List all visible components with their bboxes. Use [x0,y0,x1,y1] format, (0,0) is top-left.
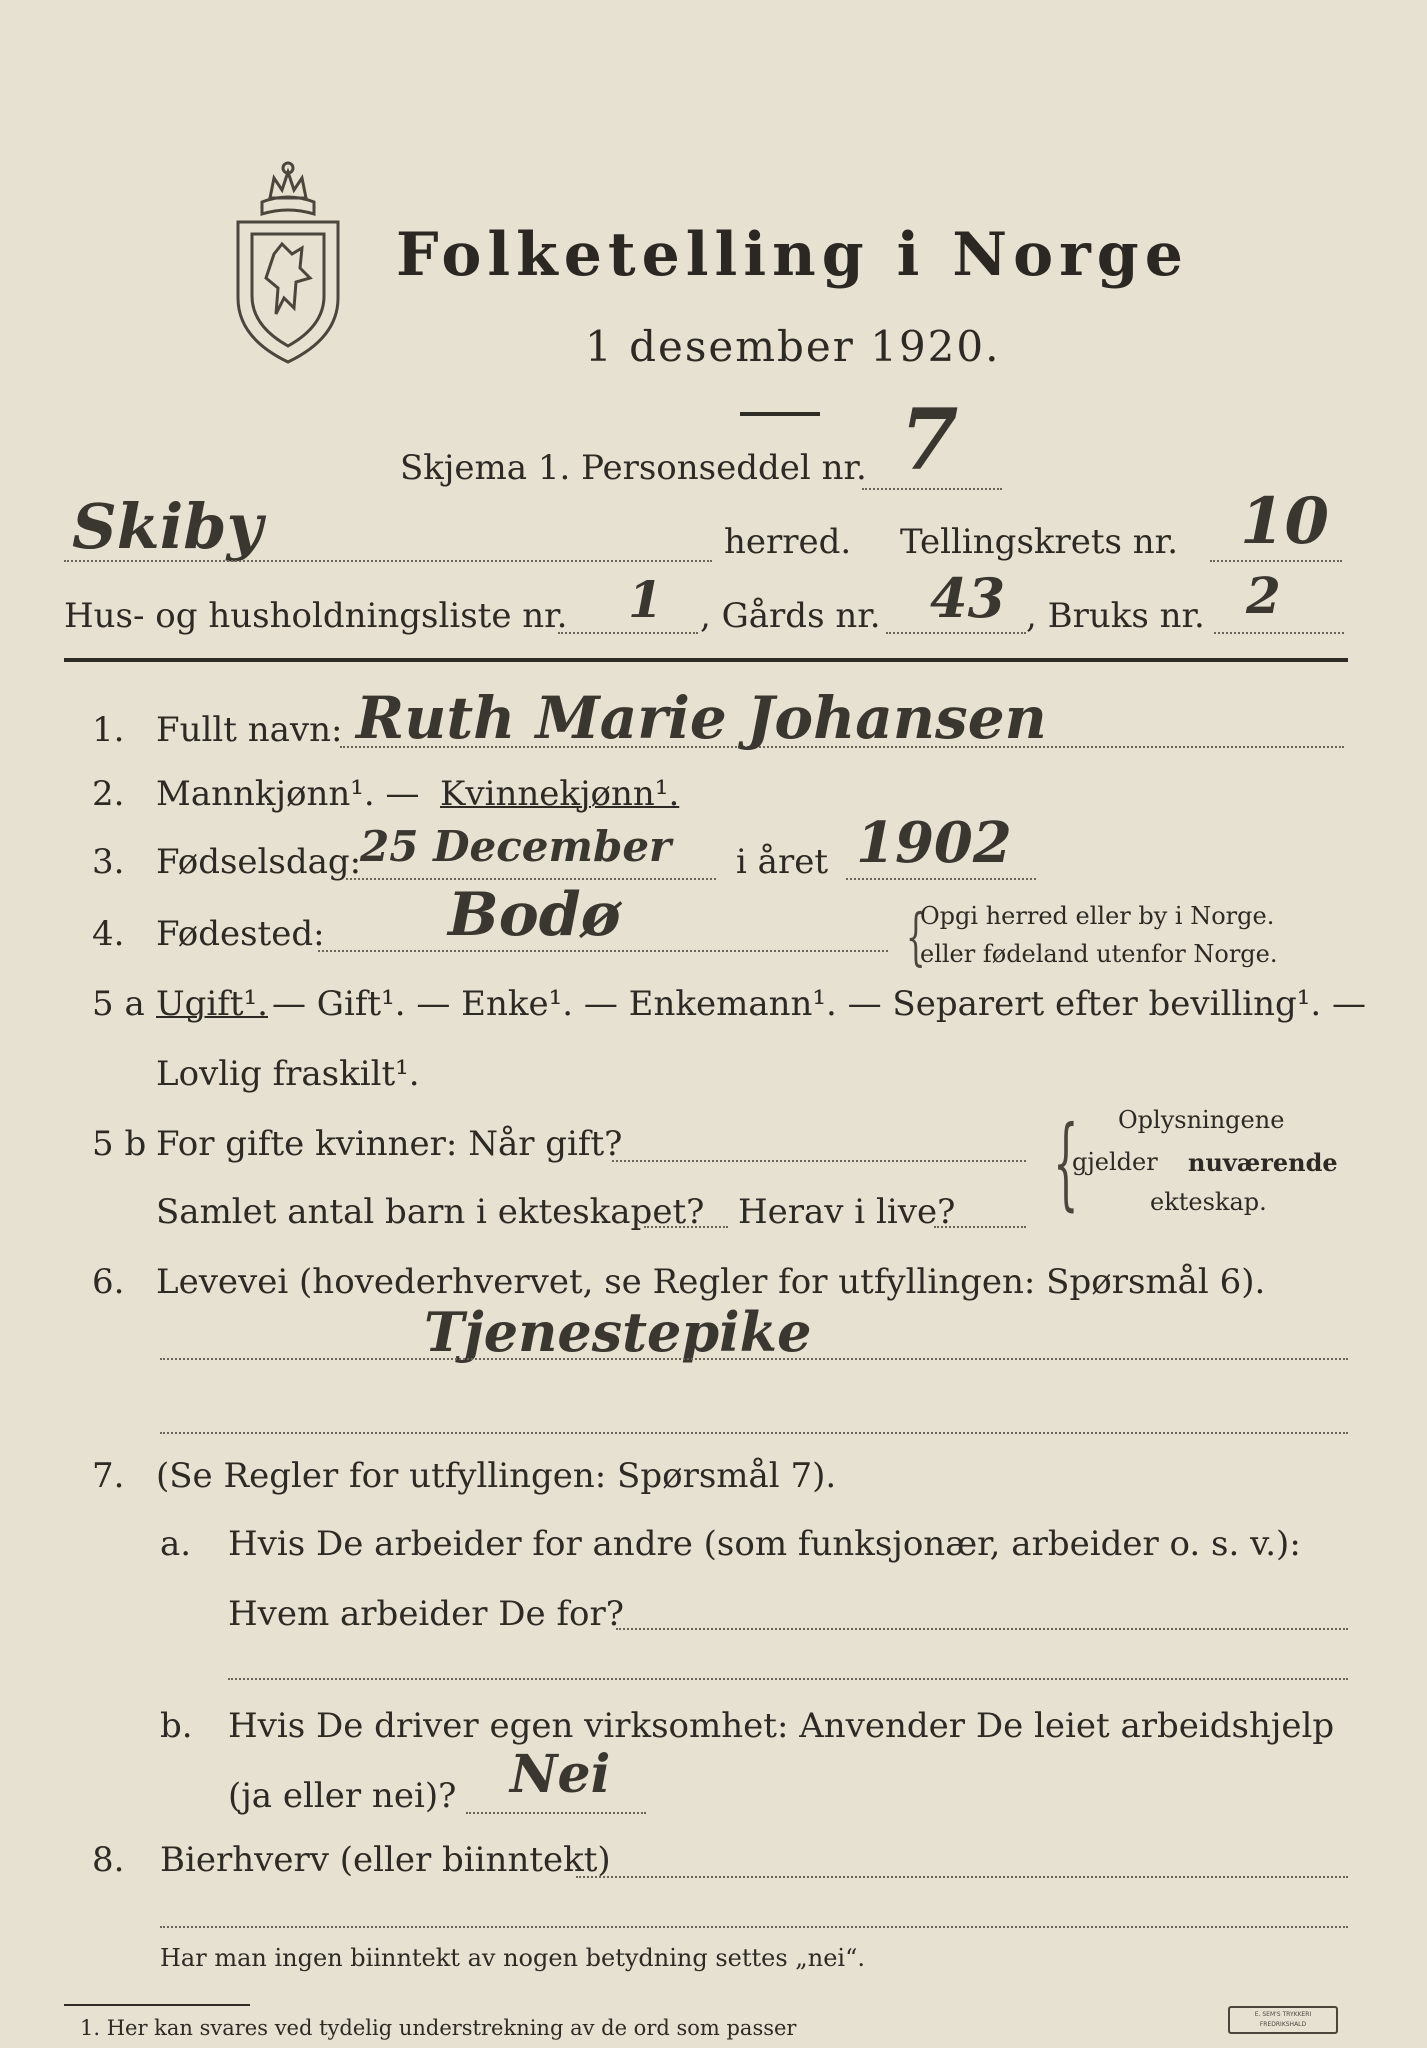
tellingskrets-label: Tellingskrets nr. [900,522,1179,562]
footnote-rule [64,2004,250,2006]
bruks-nr-value[interactable]: 2 [1246,566,1281,625]
q1-label: Fullt navn: [156,710,343,750]
q7a-letter: a. [160,1524,192,1564]
marital-ugift-option[interactable]: Ugift¹. [156,984,268,1024]
full-name-value[interactable]: Ruth Marie Johansen [356,684,1047,752]
hired-help-value[interactable]: Nei [510,1744,611,1805]
q7-label: (Se Regler for utfyllingen: Spørsmål 7). [156,1456,837,1496]
q5b-note-2b: nuværende [1188,1148,1338,1177]
q7a-question: Hvem arbeider De for? [228,1594,624,1634]
occupation-line-2 [160,1432,1348,1434]
q7b-letter: b. [160,1706,193,1746]
tellingskrets-line [1210,560,1342,562]
husliste-nr-value[interactable]: 1 [628,570,663,629]
year-line [846,878,1036,880]
herred-value[interactable]: Skiby [72,490,263,563]
bruks-line [1214,632,1344,634]
q6-number: 6. [92,1262,125,1302]
children-total-label: Samlet antal barn i ekteskapet? [156,1192,705,1232]
title-divider [740,412,820,416]
schema-label: Skjema 1. Personseddel nr. [400,448,867,488]
hired-help-line [466,1812,646,1814]
q7-number: 7. [92,1456,125,1496]
coat-of-arms-icon [222,158,354,368]
q8-number: 8. [92,1840,125,1880]
birthplace-value[interactable]: Bodø [448,880,621,950]
q5b-brace: { [1053,1104,1079,1221]
q4-label: Fødested: [156,914,325,954]
header-rule [64,658,1348,662]
page-title: Folketelling i Norge [396,220,1189,290]
q2-number: 2. [92,774,125,814]
q7a-text: Hvis De arbeider for andre (som funksjonær, arbeider o. s. v.): [228,1524,1301,1564]
tellingskrets-nr-value[interactable]: 10 [1240,484,1330,559]
q3-number: 3. [92,842,125,882]
q5b-note-3: ekteskap. [1150,1188,1267,1216]
birthday-value[interactable]: 25 December [360,822,672,871]
q1-number: 1. [92,710,125,750]
side-income-line-2 [160,1926,1348,1928]
birthplace-line [318,950,888,952]
gards-line [886,632,1026,634]
q7b-question: (ja eller nei)? [228,1776,457,1816]
birth-year-value[interactable]: 1902 [856,810,1012,876]
children-total-line [644,1226,728,1228]
q7b-text: Hvis De driver egen virksomhet: Anvender De leiet arbeidshjelp [228,1706,1335,1746]
q6-label: Levevei (hovederhvervet, se Regler for utfyllingen: Spørsmål 6). [156,1262,1266,1302]
q4-number: 4. [92,914,125,954]
occupation-line-1 [160,1358,1348,1360]
footnote-text: 1. Her kan svares ved tydelig understrekning av de ord som passer [80,2016,797,2040]
herred-line [64,560,712,562]
herred-label: herred. [724,522,852,562]
q5b-note-2a: gjelder [1072,1148,1158,1176]
printer-stamp-text: E. SEM'S TRYKKERI FREDRIKSHALD [1254,2011,1312,2028]
married-when-line [612,1160,1026,1162]
employer-line-1 [616,1628,1348,1630]
personseddel-nr-value[interactable]: 7 [900,390,959,489]
q3-label: Fødselsdag: [156,842,362,882]
q5b-note-1: Oplysningene [1118,1106,1285,1134]
q4-note-2: eller fødeland utenfor Norge. [920,940,1278,968]
gender-female-option[interactable]: Kvinnekjønn¹. [440,774,680,814]
gards-label: , Gårds nr. [700,596,881,636]
bruks-label: , Bruks nr. [1026,596,1205,636]
children-alive-line [934,1226,1026,1228]
q5b-number: 5 b [92,1124,147,1164]
employer-line-2 [228,1678,1348,1680]
husliste-label: Hus- og husholdningsliste nr. [64,596,568,636]
q4-note-1: Opgi herred eller by i Norge. [920,902,1275,930]
gender-male-option[interactable]: Mannkjønn¹. — [156,774,420,814]
census-date: 1 desember 1920. [585,322,1001,371]
q5a-number: 5 a [92,984,145,1024]
gards-nr-value[interactable]: 43 [930,566,1006,630]
q8-label: Bierhverv (eller biinntekt) [160,1840,611,1880]
children-alive-label: Herav i live? [738,1192,956,1232]
marital-other-options[interactable]: — Gift¹. — Enke¹. — Enkemann¹. — Separert efter bevilling¹. — [272,984,1367,1024]
occupation-value[interactable]: Tjenestepike [424,1300,812,1364]
footer-note: Har man ingen biinntekt av nogen betydning settes „nei“. [160,1944,865,1972]
q4-brace: { [905,900,926,973]
side-income-line-1 [576,1876,1348,1878]
husliste-line [558,632,698,634]
year-label: i året [736,842,828,882]
married-when-label: For gifte kvinner: Når gift? [156,1124,623,1164]
printer-stamp [1228,2006,1338,2034]
marital-divorced-option[interactable]: Lovlig fraskilt¹. [156,1054,420,1094]
